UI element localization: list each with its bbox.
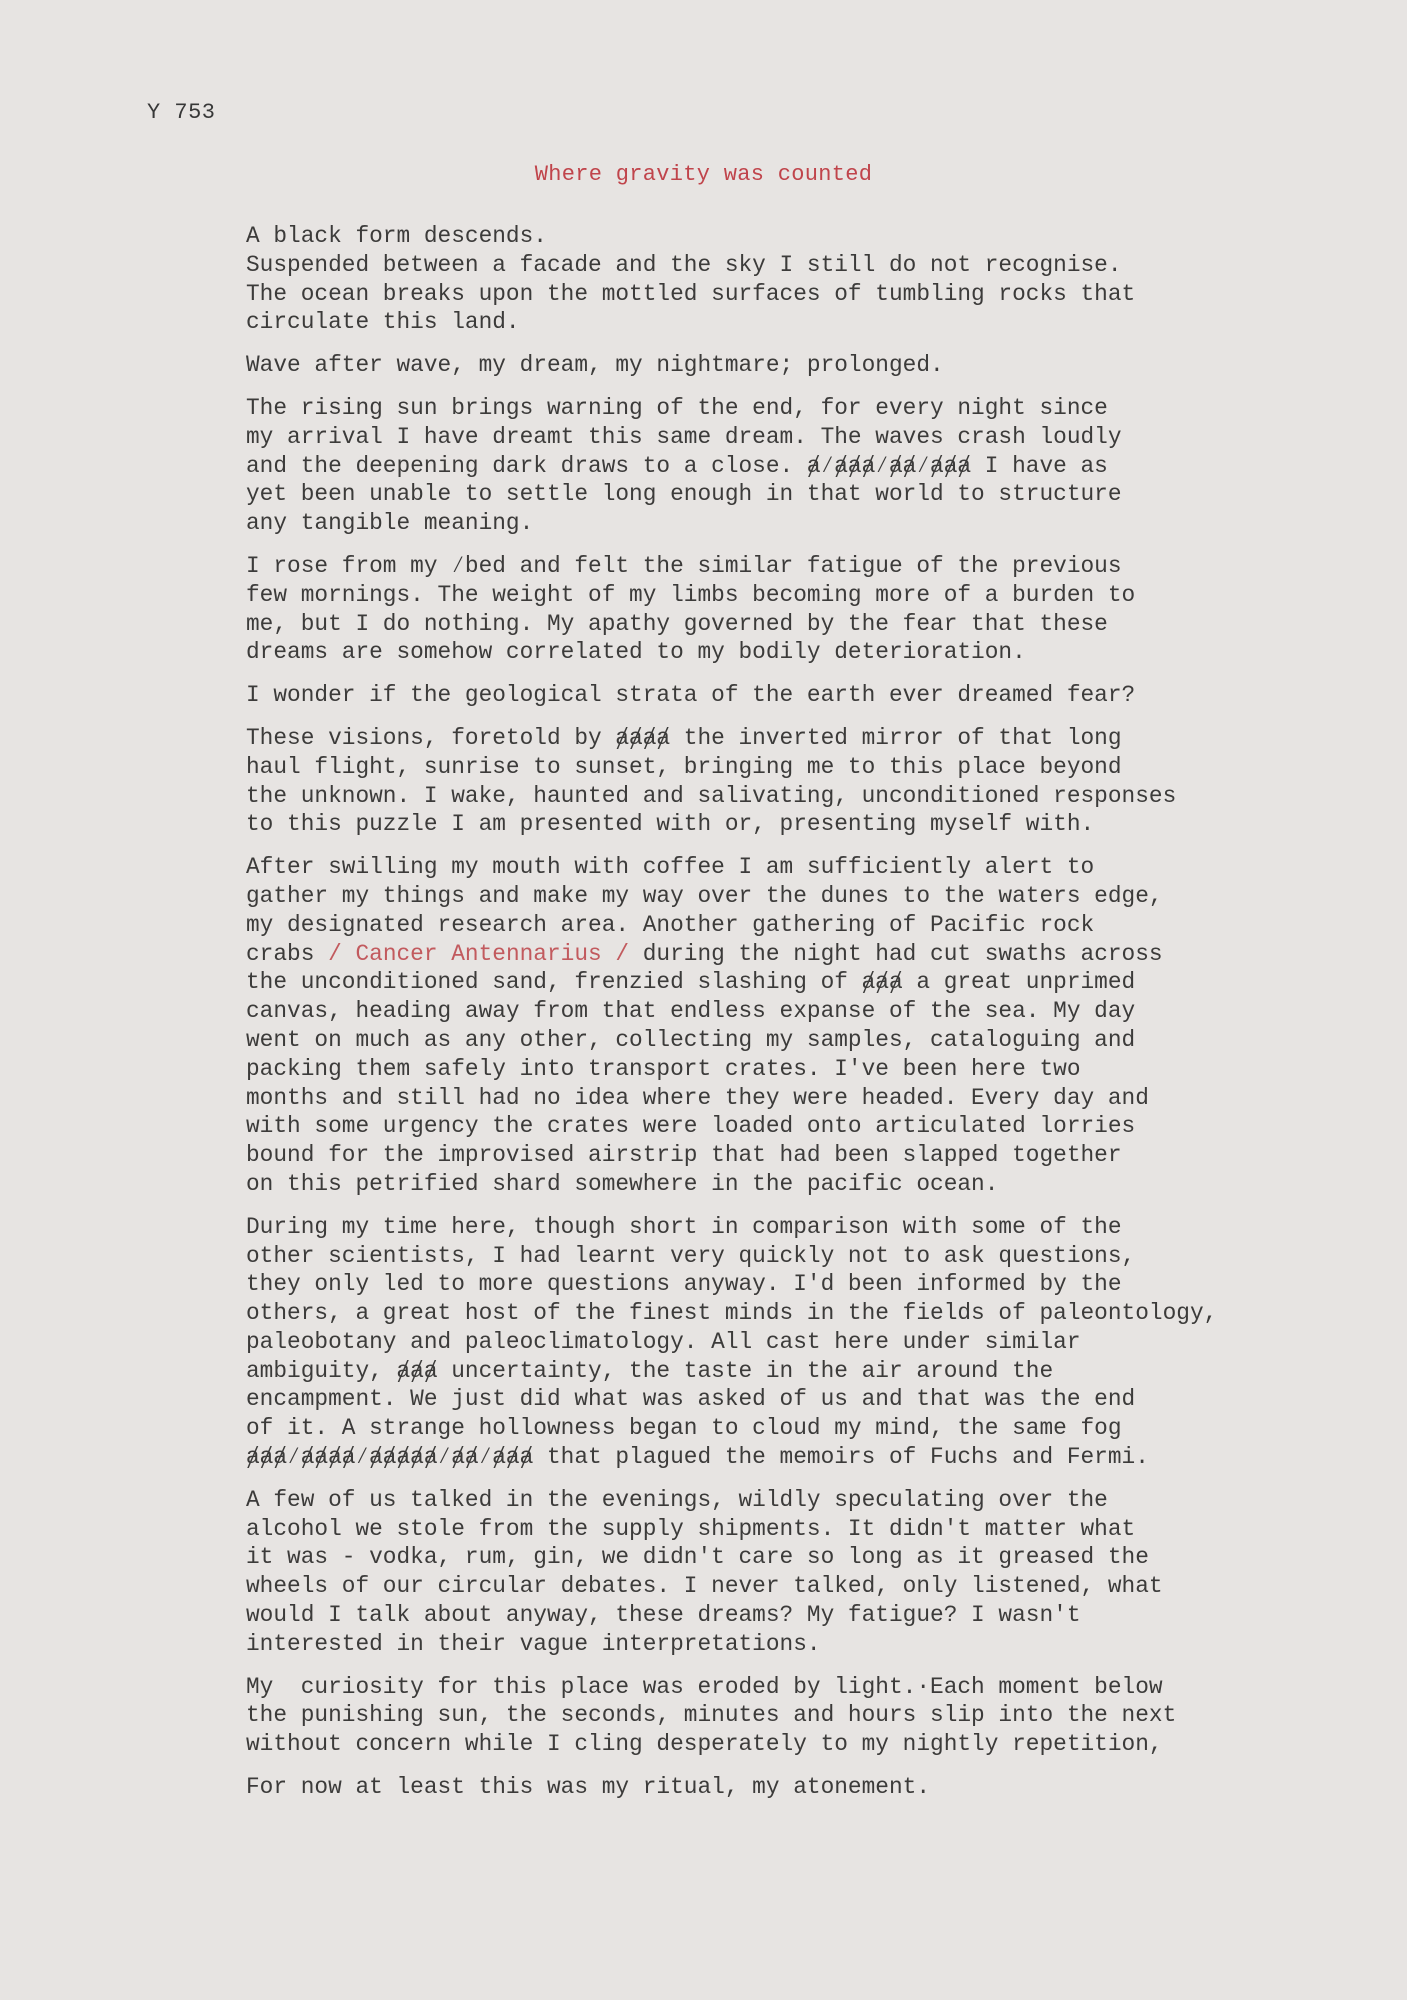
text-line: These visions, foretold by ⱥⱥⱥⱥ the inverted mirror of that long	[246, 724, 1122, 751]
text-line: dreams are somehow correlated to my bodily deterioration.	[246, 639, 1026, 666]
text-line: gather my things and make my way over the dunes to the waters edge,	[246, 882, 1163, 909]
text-line: on this petrified shard somewhere in the pacific ocean.	[246, 1170, 999, 1197]
text-line: others, a great host of the finest minds in the fields of paleontology,	[246, 1300, 1218, 1327]
text-line: would I talk about anyway, these dreams? My fatigue? I wasn't	[246, 1602, 1081, 1629]
text-line: I rose from my ⁄bed and felt the similar fatigue of the previous	[246, 552, 1122, 579]
paragraph	[246, 1673, 1386, 1759]
paragraph	[246, 351, 1386, 380]
text-line: I wonder if the geological strata of the earth ever dreamed fear?	[246, 682, 1136, 709]
text-line: any tangible meaning.	[246, 510, 534, 537]
text-line: it was - vodka, rum, gin, we didn't care so long as it greased the	[246, 1544, 1149, 1571]
text-line: After swilling my mouth with coffee I am sufficiently alert to	[246, 854, 1095, 881]
text-line: with some urgency the crates were loaded onto articulated lorries	[246, 1113, 1136, 1140]
text-line: canvas, heading away from that endless expanse of the sea. My day	[246, 998, 1136, 1025]
text-line: went on much as any other, collecting my samples, cataloguing and	[246, 1026, 1136, 1053]
text-line: months and still had no idea where they were headed. Every day and	[246, 1084, 1149, 1111]
paragraph	[246, 724, 1386, 839]
text-line: few mornings. The weight of my limbs becoming more of a burden to	[246, 581, 1136, 608]
text-line: haul flight, sunrise to sunset, bringing me to this place beyond	[246, 753, 1122, 780]
paragraph	[246, 853, 1386, 1199]
text-line: yet been unable to settle long enough in that world to structure	[246, 481, 1122, 508]
text-line: A black form descends.	[246, 223, 547, 249]
paragraph	[246, 681, 1386, 710]
text-line: they only led to more questions anyway. I'd been informed by the	[246, 1271, 1122, 1298]
text-line: me, but I do nothing. My apathy governed by the fear that these	[246, 610, 1108, 637]
text-line: A few of us talked in the evenings, wildly speculating over the	[246, 1486, 1108, 1513]
text-line: other scientists, I had learnt very quickly not to ask questions,	[246, 1242, 1136, 1269]
text-line: my designated research area. Another gathering of Pacific rock	[246, 911, 1095, 938]
text-line: encampment. We just did what was asked of us and that was the end	[246, 1386, 1136, 1413]
text-line: interested in their vague interpretations.	[246, 1630, 821, 1657]
text-line: ambiguity, ⱥⱥⱥ uncertainty, the taste in the air around the	[246, 1357, 1054, 1384]
text-line: alcohol we stole from the supply shipments. It didn't matter what	[246, 1515, 1136, 1542]
document-title: Where gravity was counted	[534, 162, 873, 187]
paragraph	[246, 1773, 1386, 1802]
text-line: the punishing sun, the seconds, minutes and hours slip into the next	[246, 1702, 1177, 1729]
text-line: without concern while I cling desperately to my nightly repetition,	[246, 1731, 1163, 1758]
paragraph	[246, 222, 1386, 337]
text-line: packing them safely into transport crates. I've been here two	[246, 1055, 1081, 1082]
paragraph	[246, 1486, 1386, 1659]
text-line: the unconditioned sand, frenzied slashing of ⱥⱥⱥ a great unprimed	[246, 969, 1136, 996]
document-body	[246, 222, 1386, 1816]
document-reference: Y 753	[147, 100, 216, 125]
red-ink-annotation: / Cancer Antennarius /	[328, 940, 630, 967]
text-line: The rising sun brings warning of the end, for every night since	[246, 394, 1108, 421]
text-line: Suspended between a facade and the sky I still do not recognise.	[246, 251, 1122, 278]
text-line: my arrival I have dreamt this same dream. The waves crash loudly	[246, 423, 1122, 450]
text-line: bound for the improvised airstrip that had been slapped together	[246, 1142, 1122, 1169]
text-line: ⱥⱥⱥ⁄ⱥⱥⱥⱥ⁄ⱥⱥⱥⱥⱥ⁄ⱥⱥ⁄ⱥⱥⱥ that plagued the memoirs of Fuchs and Fermi.	[246, 1444, 1149, 1471]
paragraph	[246, 394, 1386, 538]
paragraph	[246, 1213, 1386, 1472]
text-line: paleobotany and paleoclimatology. All cast here under similar	[246, 1328, 1081, 1355]
text-line: The ocean breaks upon the mottled surfaces of tumbling rocks that	[246, 280, 1136, 307]
text-line: For now at least this was my ritual, my atonement.	[246, 1774, 931, 1801]
text-line: Wave after wave, my dream, my nightmare; prolonged.	[246, 352, 944, 379]
text-line: to this puzzle I am presented with or, presenting myself with.	[246, 811, 1095, 838]
text-line: of it. A strange hollowness began to cloud my mind, the same fog	[246, 1415, 1122, 1442]
text-line: and the deepening dark draws to a close. ⱥ⁄ⱥⱥⱥ⁄ⱥⱥ⁄ⱥⱥⱥ I have as	[246, 452, 1108, 479]
text-line: During my time here, though short in comparison with some of the	[246, 1213, 1122, 1240]
text-line: circulate this land.	[246, 309, 520, 336]
text-line: My curiosity for this place was eroded by light.·Each moment below	[246, 1673, 1163, 1700]
text-line: wheels of our circular debates. I never talked, only listened, what	[246, 1573, 1163, 1600]
text-line: crabs / Cancer Antennarius / during the night had cut swaths across	[246, 940, 1163, 967]
text-line: the unknown. I wake, haunted and salivating, unconditioned responses	[246, 782, 1177, 809]
paragraph	[246, 552, 1386, 667]
